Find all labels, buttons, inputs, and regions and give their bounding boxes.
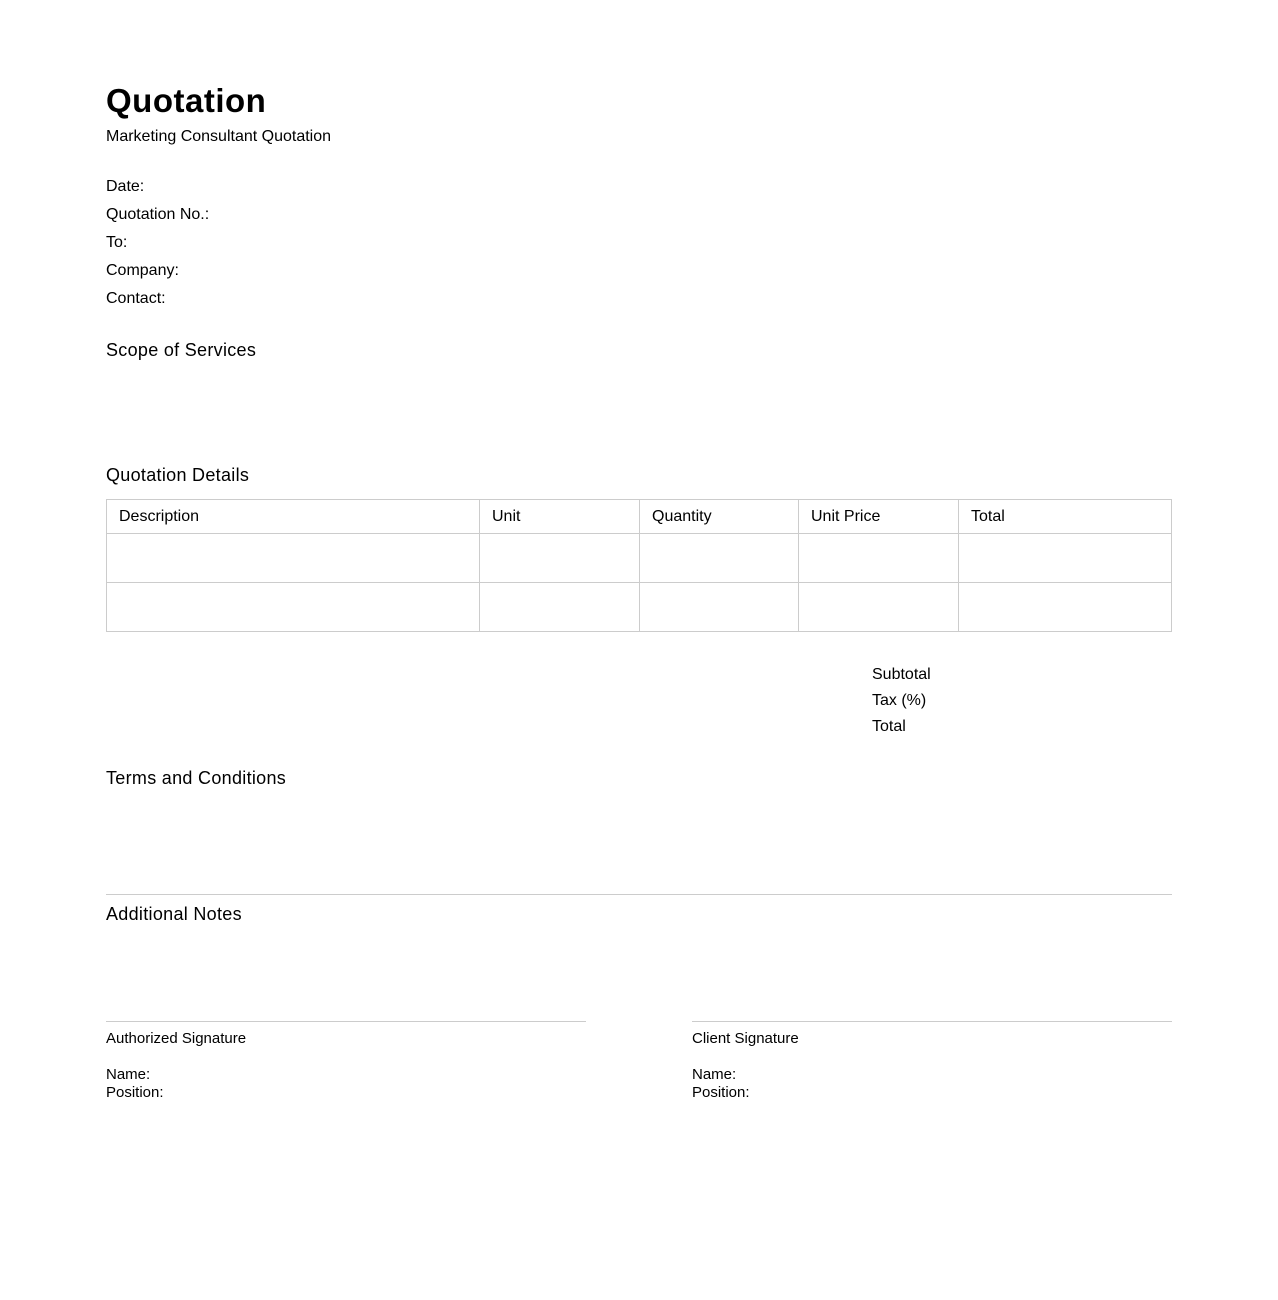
date-field: Date: — [106, 178, 145, 195]
quotation-no-field: Quotation No.: — [106, 206, 210, 223]
total-label: Total — [872, 718, 906, 735]
divider — [106, 894, 1172, 895]
scope-heading: Scope of Services — [106, 340, 257, 360]
col-total: Total — [959, 500, 1172, 534]
company-field: Company: — [106, 262, 179, 279]
table-cell — [480, 534, 640, 583]
client-signature-label: Client Signature — [692, 1030, 799, 1047]
table-cell — [959, 534, 1172, 583]
table-row — [107, 534, 1172, 583]
page-subtitle: Marketing Consultant Quotation — [106, 128, 332, 145]
client-signature-line — [692, 1021, 1172, 1022]
table-row — [107, 583, 1172, 632]
col-unit-price: Unit Price — [799, 500, 959, 534]
client-position: Position: — [692, 1084, 750, 1101]
authorized-position: Position: — [106, 1084, 164, 1101]
quotation-table — [106, 499, 1172, 632]
table-cell — [640, 534, 799, 583]
table-cell — [799, 534, 959, 583]
authorized-signature-label: Authorized Signature — [106, 1030, 247, 1047]
col-unit: Unit — [480, 500, 640, 534]
col-description: Description — [107, 500, 480, 534]
table-cell — [959, 583, 1172, 632]
to-field: To: — [106, 234, 128, 251]
table-cell — [799, 583, 959, 632]
table-cell — [640, 583, 799, 632]
details-heading: Quotation Details — [106, 465, 250, 485]
table-header-row — [107, 500, 1172, 534]
col-quantity: Quantity — [640, 500, 799, 534]
notes-heading: Additional Notes — [106, 904, 242, 924]
terms-heading: Terms and Conditions — [106, 768, 287, 788]
tax-label: Tax (%) — [872, 692, 927, 709]
page-title: Quotation — [106, 82, 267, 119]
table-cell — [107, 534, 480, 583]
authorized-name: Name: — [106, 1066, 151, 1083]
subtotal-label: Subtotal — [872, 666, 931, 683]
table-cell — [480, 583, 640, 632]
client-name: Name: — [692, 1066, 737, 1083]
table-cell — [107, 583, 480, 632]
authorized-signature-line — [106, 1021, 586, 1022]
contact-field: Contact: — [106, 290, 166, 307]
